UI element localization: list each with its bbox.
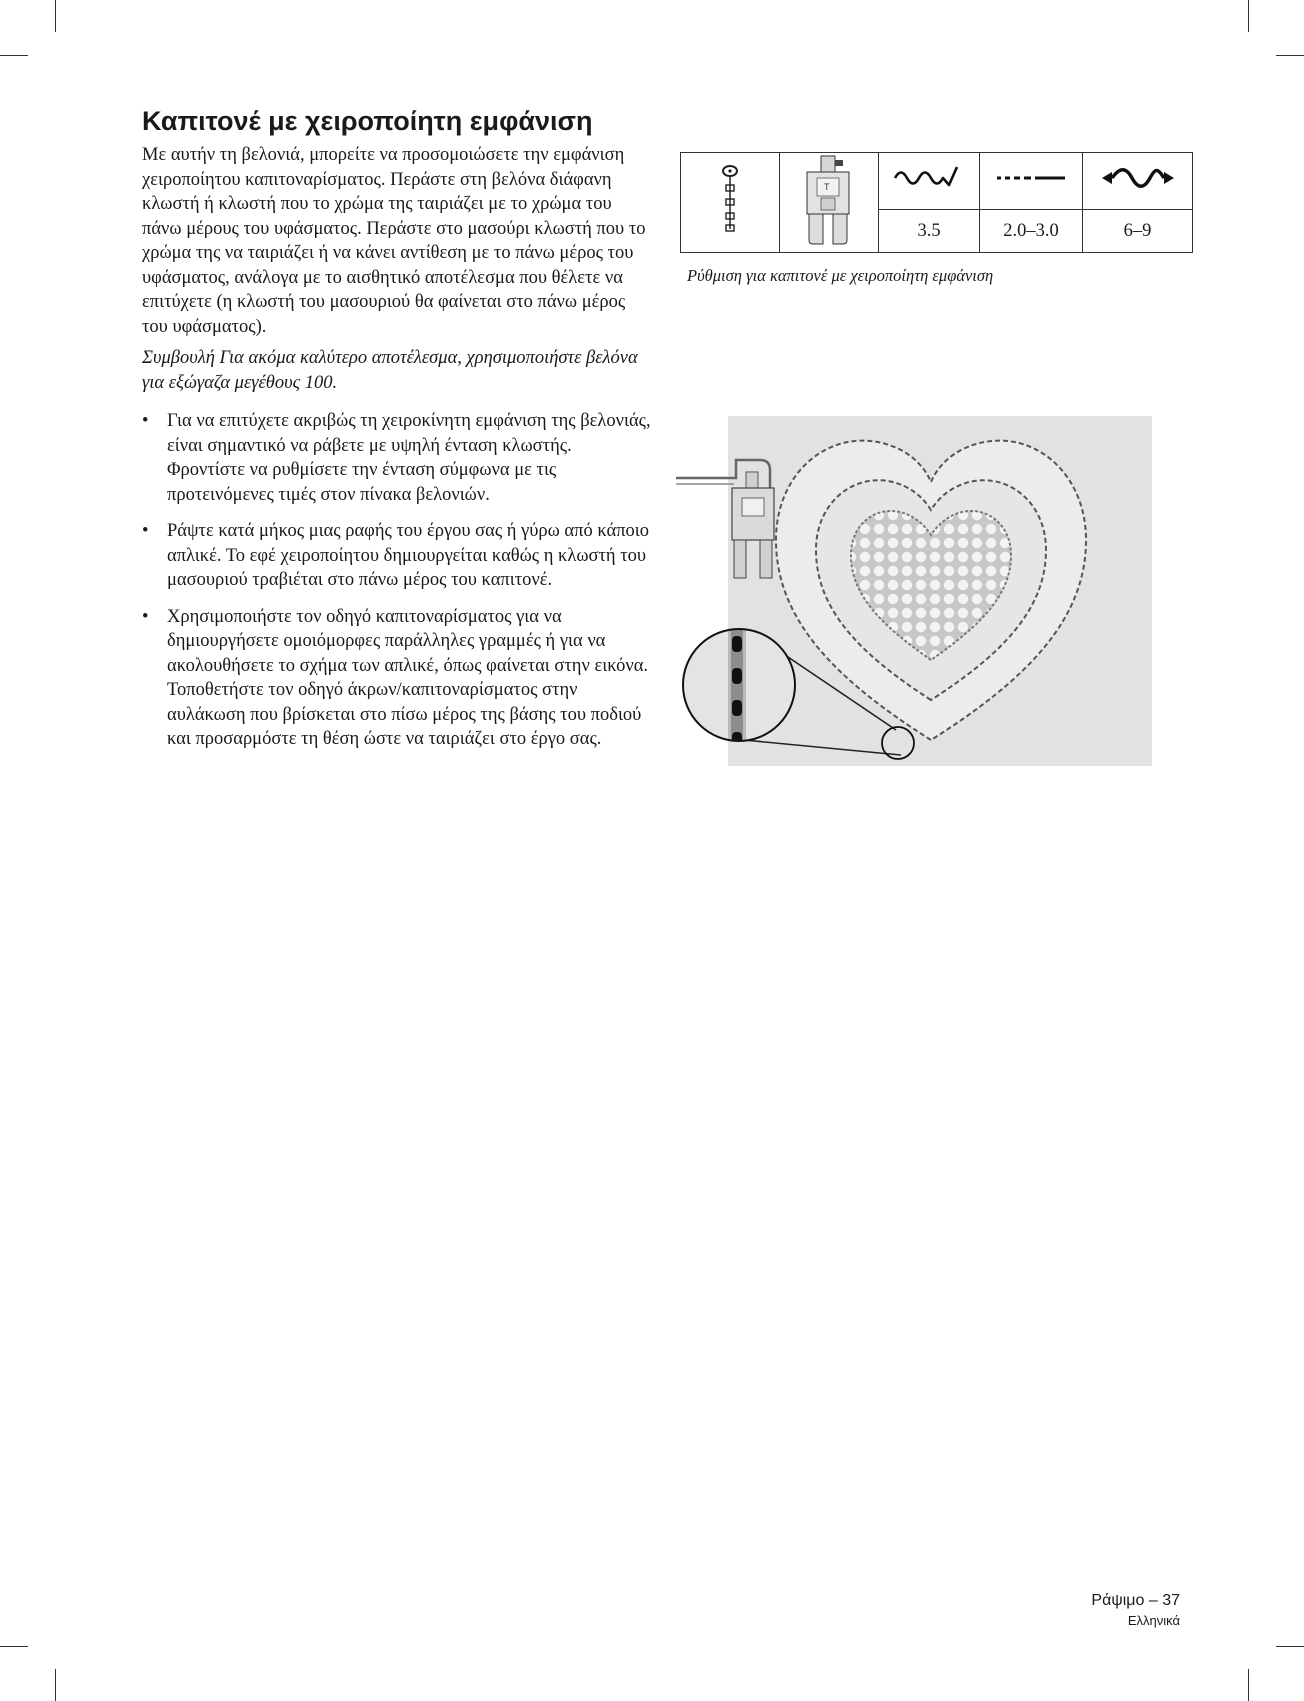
crop-mark xyxy=(0,55,28,56)
page-title: Καπιτονέ με χειροποίητη εμφάνιση xyxy=(142,106,593,136)
quilting-illustration xyxy=(676,410,1152,766)
bullet-marker: • xyxy=(142,521,149,541)
list-item-text: Για να επιτύχετε ακριβώς τη χειροκίνητη εμφάνιση της βελονιάς, είναι σημαντικό να ράβετε με υψηλή ένταση κλωστής. Φροντίστε να ρυθμίσετε την ένταση σύμφωνα με τις προτεινόμενες τιμές στον πίνακα βελονιών. xyxy=(167,411,651,505)
svg-text:T: T xyxy=(824,181,830,192)
presser-foot-cell xyxy=(780,153,879,253)
intro-paragraph: Με αυτήν τη βελονιά, μπορείτε να προσομοιώσετε την εμφάνιση χειροποίητου καπιτοναρίσματος. Περάστε στη βελόνα διάφανη κλωστή ή κλωστή που το χρώμα της ταιριάζει με το χρώμα του πάνω μέρους του υφάσματος. Περάστε στο μασούρι κλωστή που το χρώμα της να ταιριάζει ή να κάνει αντίθεση με το πάνω μέρος του υφάσματος, ανάλογα με το αισθητικό αποτέλεσμα που θέλετε να επιτύχετε (η κλωστή του μασουριού θα φαίνεται στο πάνω μέρος του υφάσματος). xyxy=(142,145,646,337)
stitch-length-icon-cell xyxy=(980,153,1083,210)
stitch-width-value: 3.5 xyxy=(879,210,980,253)
stitch-length-value: 2.0–3.0 xyxy=(980,210,1083,253)
crop-mark xyxy=(1248,0,1249,32)
stitch-settings-table xyxy=(680,152,1193,253)
list-item-text: Ράψτε κατά μήκος μιας ραφής του έργου σας ή γύρω από κάποιο απλικέ. Το εφέ χειροποίητου δημιουργείται καθώς η κλωστή του μασουριού τραβιέται στο πάνω μέρος του καπιτονέ. xyxy=(167,521,650,590)
list-item xyxy=(142,519,652,593)
crop-mark xyxy=(1276,55,1304,56)
needle-position-cell xyxy=(681,153,780,253)
tip-paragraph: Συμβουλή Για ακόμα καλύτερο αποτέλεσμα, χρησιμοποιήστε βελόνα για εξώγαζα μεγέθους 100. xyxy=(142,348,638,393)
bullet-marker: • xyxy=(142,606,149,627)
table-caption: Ρύθμιση για καπιτονέ με χειροποίητη εμφάνιση xyxy=(687,266,994,285)
stitch-length-icon xyxy=(993,168,1069,188)
bullet-marker: • xyxy=(142,411,149,431)
crop-mark xyxy=(1276,1646,1304,1647)
crop-mark xyxy=(0,1646,28,1647)
stitch-width-icon xyxy=(891,163,967,193)
instruction-list xyxy=(142,409,652,764)
stitch-width-icon-cell xyxy=(879,153,980,210)
list-item xyxy=(142,409,652,507)
thread-tension-icon xyxy=(1098,163,1178,193)
footer-language: Ελληνικά xyxy=(1127,1613,1180,1628)
list-item xyxy=(142,605,652,752)
page-number: Ράψιμο – 37 xyxy=(1091,1592,1180,1609)
list-item-text: Χρησιμοποιήστε τον οδηγό καπιτοναρίσματος για να δημιουργήσετε ομοιόμορφες παράλληλες γραμμές ή για να ακολουθήσετε το σχήμα των απλικέ, όπως φαίνεται στην εικόνα. Τοποθετήστε τον οδηγό άκρων/καπιτοναρίσματος στην αυλάκωση που βρίσκεται στο πίσω μέρος της βάσης του ποδιού και προσαρμόστε τη θέση ώστε να ταιριάζει στο έργο σας. xyxy=(167,606,649,749)
thread-tension-icon-cell xyxy=(1083,153,1193,210)
crop-mark xyxy=(1248,1669,1249,1701)
presser-foot-icon xyxy=(794,154,864,246)
crop-mark xyxy=(55,1669,56,1701)
needle-position-icon xyxy=(715,165,745,235)
crop-mark xyxy=(55,0,56,32)
thread-tension-value: 6–9 xyxy=(1083,210,1193,253)
